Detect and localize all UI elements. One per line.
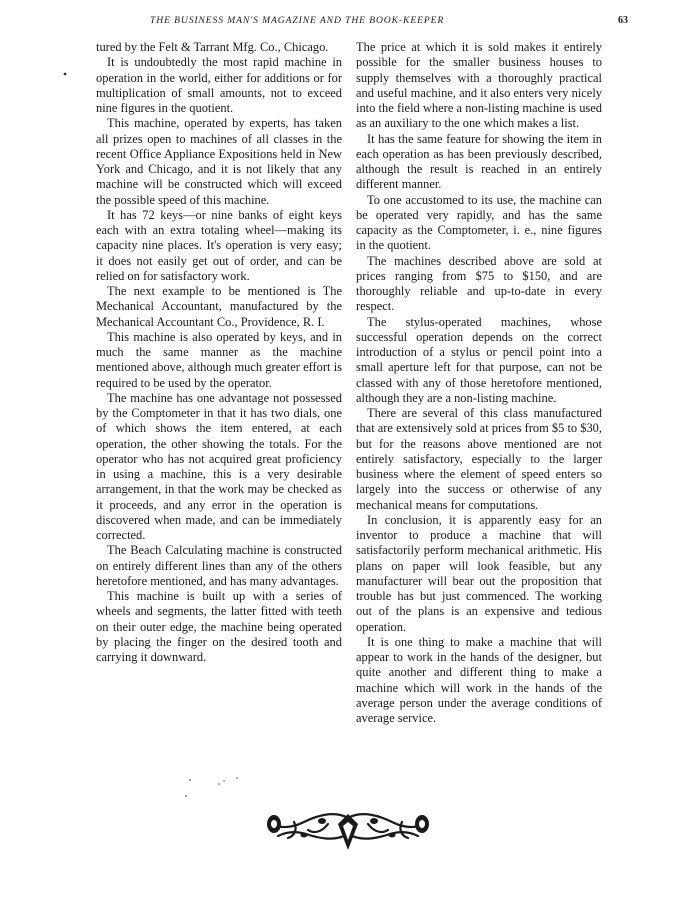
paragraph: The machine has one advantage not possessed by the Comptometer in that it has two dials, one of which shows the item entered, at each operation, the other showing the totals. For the operator who has not acquired great proficiency in using a machine, this is a very desirable arrangement, in that the work may be checked as it proceeds, and any error in the operation is discovered when made, and can be immediately corrected. <box>96 390 342 542</box>
paragraph: This machine is also operated by keys, and in much the same manner as the machine mentioned above, although much greater effort is required to be used by the operator. <box>96 329 342 390</box>
paragraph: It is undoubtedly the most rapid machine in operation in the world, either for additions or for multiplication of small amounts, not to exceed nine figures in the quotient. <box>96 55 342 115</box>
paragraph: The machines described above are sold at prices ranging from $75 to $150, and are thoroughly reliable and up-to-date in every respect. <box>356 253 602 314</box>
page-number: 63 <box>618 15 628 26</box>
paragraph: The price at which it is sold makes it entirely possible for the smaller business houses to supply themselves with a thoroughly practical and useful machine, and it also enters very nicely into the field where a non-listing machine is used as an auxiliary to the one which makes a list. <box>356 40 602 131</box>
paragraph: To one accustomed to its use, the machine can be operated very rapidly, and has the same capacity as the Comptometer, i. e., nine figures in the quotient. <box>356 192 602 253</box>
paragraph: It has the same feature for showing the item in each operation as has been previously described, although the result is reached in an entirely different manner. <box>356 131 602 192</box>
paragraph: The stylus-operated machines, whose successful operation depends on the correct introduction of a stylus or pencil point into a small aperture left for that purpose, can not be classed with any of those heretofore mentioned, although they are a non-listing machine. <box>356 314 602 405</box>
floral-tailpiece-icon <box>264 804 432 856</box>
paragraph: This machine, operated by experts, has taken all prizes open to machines of all classes in the recent Office Appliance Expositions held in New York and Chicago, and it is not likely that any machine will be constructed which will exceed the possible speed of this machine. <box>96 116 342 207</box>
paragraph: The next example to be mentioned is The Mechanical Accountant, manufactured by the Mechanical Accountant Co., Providence, R. I. <box>96 284 342 329</box>
paragraph: It is one thing to make a machine that will appear to work in the hands of the designer, but quite another and different thing to make a machine which will work in the hands of the average person under the average conditions of average service. <box>356 634 602 725</box>
running-head: THE BUSINESS MAN'S MAGAZINE AND THE BOOK-KEEPER <box>150 15 445 26</box>
paragraph: There are several of this class manufactured that are extensively sold at prices from $5 to $30, but for the reasons above mentioned are not entirely satisfactory, especially to the larger business where the element of speed enters so largely into the success or otherwise of any mechanical means for computations. <box>356 406 602 512</box>
paragraph: It has 72 keys—or nine banks of eight keys each with an extra totaling wheel—making its capacity nine places. It's operation is very easy; it does not easily get out of order, and can be relied on for satisfactory work. <box>96 207 342 283</box>
paragraph: The Beach Calculating machine is constructed on entirely different lines than any of the others heretofore mentioned, and has many advantages. <box>96 543 342 588</box>
paragraph: In conclusion, it is apparently easy for an inventor to produce a machine that will satisfactorily perform mechanical arithmetic. His plans on paper will look feasible, but any manufacturer will bear out the proposition that trouble has but just commenced. The working out of the plans is an expensive and tedious operation. <box>356 512 602 634</box>
paragraph: This machine is built up with a series of wheels and segments, the latter fitted with teeth on their outer edge, the machine being operated by placing the finger on the desired tooth and carrying it downward. <box>96 589 342 664</box>
paragraph: tured by the Felt & Tarrant Mfg. Co., Chicago. <box>96 40 329 54</box>
